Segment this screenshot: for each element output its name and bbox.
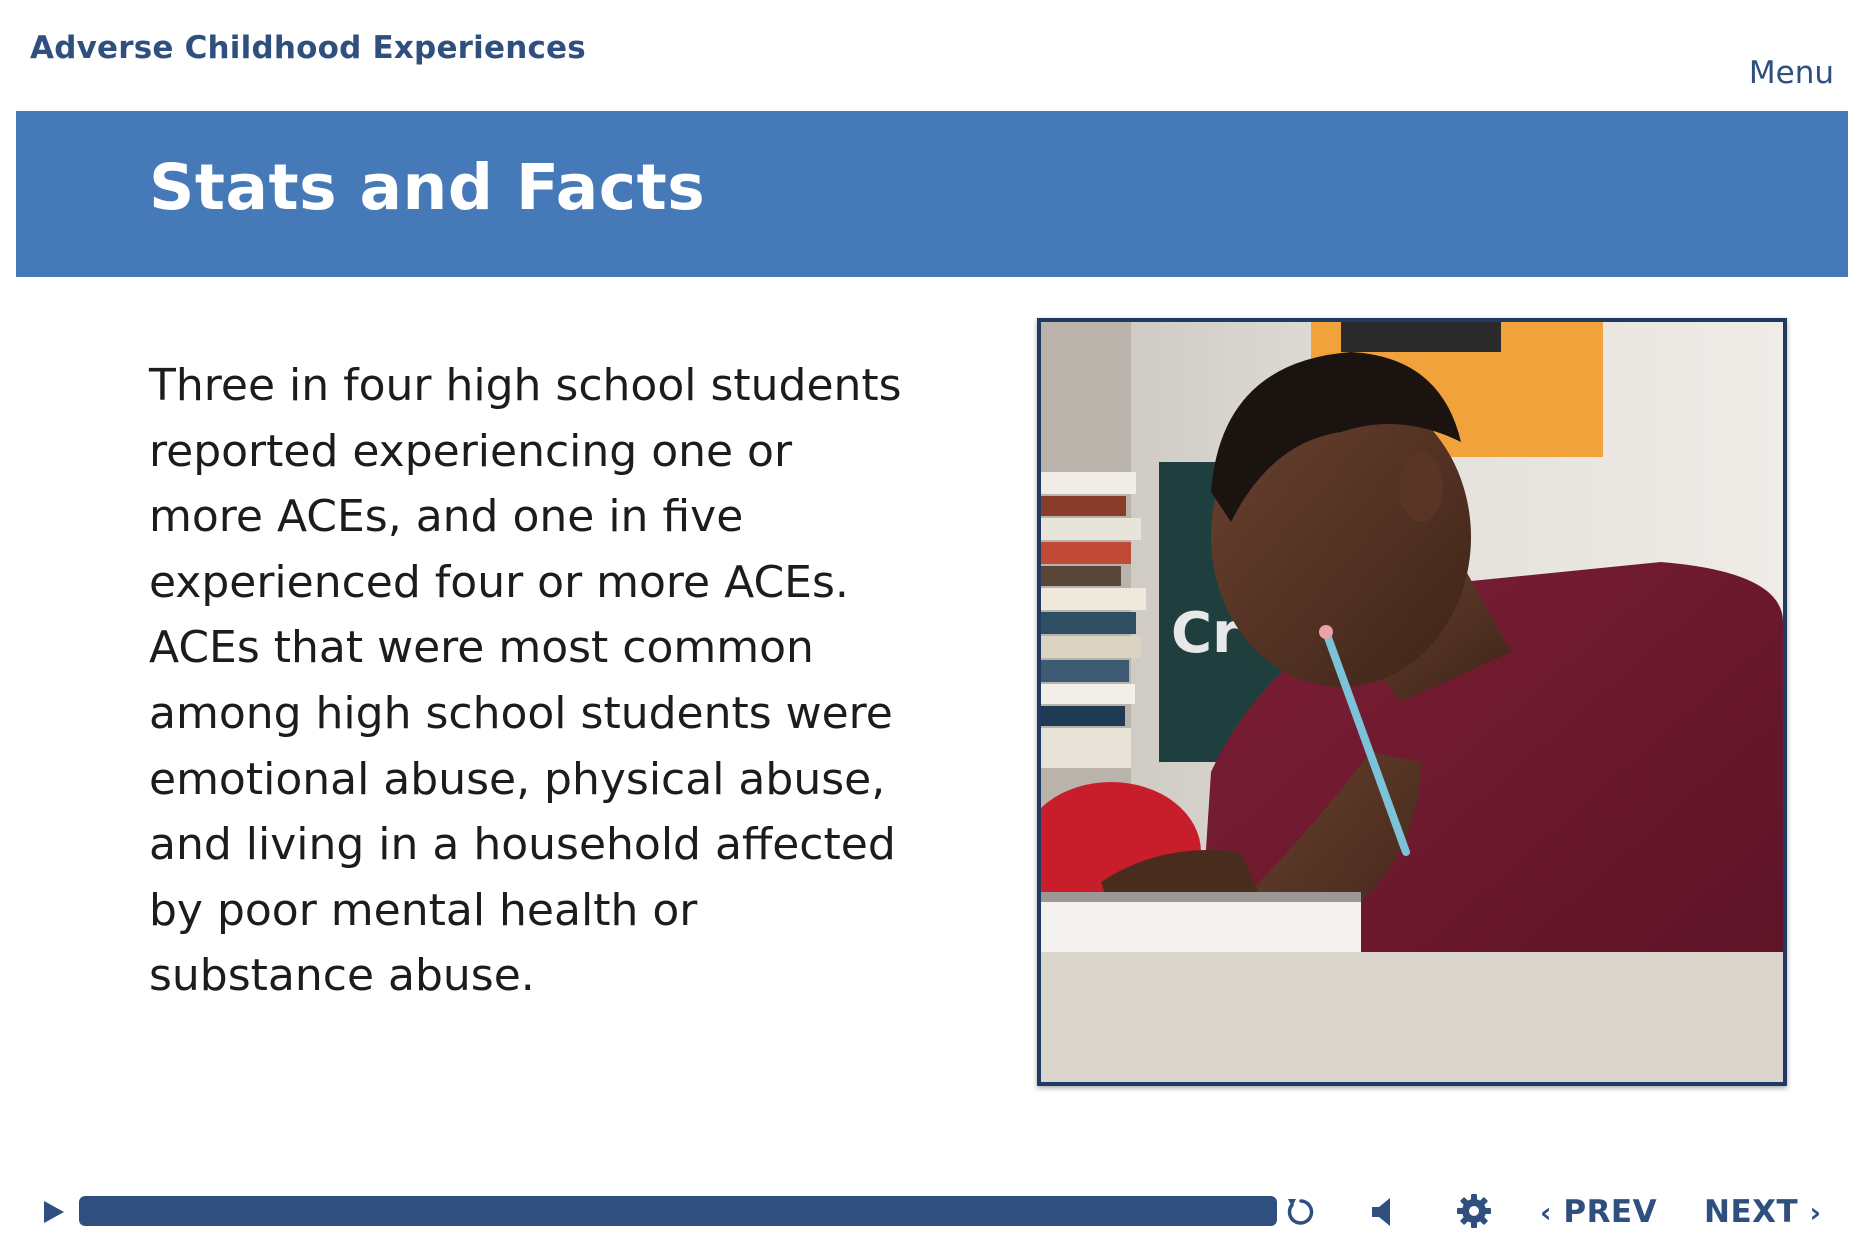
slide-title-banner: [16, 111, 1848, 277]
prev-button[interactable]: [1540, 1194, 1657, 1230]
volume-button[interactable]: [1370, 1196, 1400, 1228]
volume-icon: [1370, 1196, 1400, 1228]
play-button[interactable]: [40, 1198, 66, 1226]
slide-body-text: Three in four high school students reported experiencing one or more ACEs, and one in five experienced four or more ACEs. ACEs that were most common among high school students were emotional abuse, physical abuse, and living in a household affected by poor mental health or substance abuse.: [149, 360, 902, 1002]
slide-title: Stats and Facts: [149, 151, 706, 224]
next-button[interactable]: [1704, 1194, 1822, 1230]
svg-text:Cr: Cr: [1171, 601, 1240, 666]
student-photo: [1037, 318, 1787, 1086]
menu-button[interactable]: Menu: [1748, 55, 1834, 91]
replay-icon: [1284, 1195, 1318, 1229]
replay-button[interactable]: [1284, 1195, 1318, 1229]
chevron-right-icon: ›: [1809, 1196, 1822, 1229]
chevron-left-icon: ‹: [1540, 1196, 1553, 1229]
progress-fill: [79, 1196, 1277, 1226]
settings-icon: [1456, 1193, 1492, 1229]
student-studying-image: [1041, 322, 1783, 1082]
settings-button[interactable]: [1456, 1193, 1492, 1229]
next-label: NEXT: [1704, 1194, 1799, 1230]
player-controls: [0, 1180, 1864, 1246]
play-icon: [40, 1198, 66, 1226]
progress-bar[interactable]: [79, 1196, 1277, 1226]
prev-label: PREV: [1563, 1194, 1658, 1230]
course-title: Adverse Childhood Experiences: [30, 30, 586, 66]
